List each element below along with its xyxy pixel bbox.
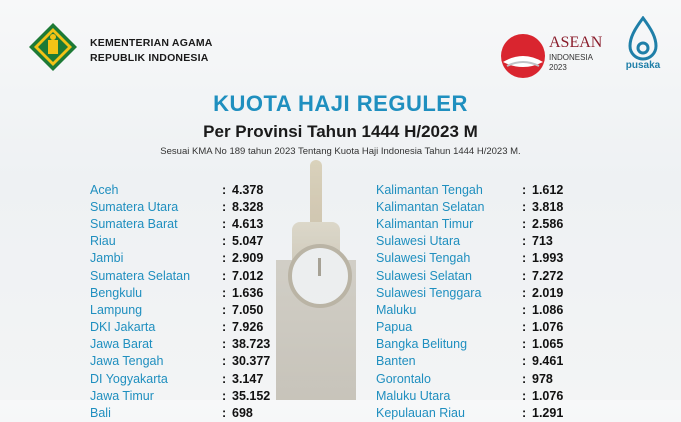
quota-row [376,181,563,198]
quota-value: 2.909 [232,251,264,266]
clock-tower-background [262,160,370,400]
quota-value: 1.291 [532,406,564,421]
quota-row [90,336,270,353]
separator: : [522,320,527,335]
quota-value: 7.272 [532,268,564,283]
quota-value: 1.612 [532,182,564,197]
asean-year-label: 2023 [549,63,567,72]
quota-row [90,233,270,250]
separator: : [222,354,227,369]
quota-value: 2.586 [532,216,564,231]
province-name: Kalimantan Selatan [376,199,485,214]
pusaka-label: pusaka [625,60,661,71]
separator: : [522,182,527,197]
quota-value: 1.065 [532,337,564,352]
province-name: Jawa Timur [90,388,154,403]
org-line-1: KEMENTERIAN AGAMA [90,37,213,49]
quota-row [90,404,270,421]
quota-row [376,215,563,232]
kemenag-logo-icon [28,22,78,72]
quota-row [376,319,563,336]
clock-face-icon [288,244,352,308]
quota-row [90,267,270,284]
quota-value: 38.723 [232,337,271,352]
quota-value: 3.818 [532,199,564,214]
province-name: Maluku [376,302,417,317]
quota-row [376,233,563,250]
organization-name [90,36,213,66]
quota-value: 4.378 [232,182,264,197]
separator: : [522,337,527,352]
province-name: Sulawesi Tenggara [376,285,482,300]
quota-row [90,284,270,301]
separator: : [222,199,227,214]
quota-row [90,215,270,232]
separator: : [222,337,227,352]
province-name: Kalimantan Timur [376,216,474,231]
quota-row [90,387,270,404]
quota-list-left [90,181,270,422]
quota-row [376,387,563,404]
page-subtitle: Per Provinsi Tahun 1444 H/2023 M [203,122,478,141]
separator: : [522,199,527,214]
quota-value: 713 [532,234,553,249]
quota-value: 35.152 [232,388,271,403]
separator: : [522,354,527,369]
quota-row [90,198,270,215]
quota-row [376,284,563,301]
source-note: Sesuai KMA No 189 tahun 2023 Tentang Kuota Haji Indonesia Tahun 1444 H/2023 M. [160,146,521,157]
quota-row [90,353,270,370]
quota-row [376,301,563,318]
province-name: Papua [376,320,413,335]
separator: : [522,251,527,266]
quota-value: 978 [532,371,553,386]
separator: : [222,234,227,249]
province-name: Gorontalo [376,371,431,386]
separator: : [222,216,227,231]
quota-value: 8.328 [232,199,264,214]
province-name: Sumatera Barat [90,216,178,231]
separator: : [222,268,227,283]
asean-label: ASEAN [549,34,603,51]
quota-row [376,370,563,387]
province-name: Lampung [90,302,143,317]
province-name: Bengkulu [90,285,143,300]
province-name: Jambi [90,251,124,266]
province-name: Sumatera Utara [90,199,179,214]
province-name: Aceh [90,182,119,197]
province-name: Maluku Utara [376,388,451,403]
quota-row [90,370,270,387]
quota-value: 4.613 [232,216,264,231]
quota-value: 1.086 [532,302,564,317]
quota-value: 698 [232,406,253,421]
province-name: Sulawesi Tengah [376,251,471,266]
province-name: Jawa Barat [90,337,153,352]
quota-row [376,353,563,370]
quota-row [376,404,563,421]
province-name: Riau [90,234,116,249]
quota-value: 7.926 [232,320,264,335]
separator: : [522,285,527,300]
quota-value: 1.636 [232,285,264,300]
separator: : [222,320,227,335]
separator: : [222,302,227,317]
separator: : [222,285,227,300]
province-name: Kalimantan Tengah [376,182,483,197]
quota-value: 9.461 [532,354,564,369]
province-name: Sulawesi Selatan [376,268,472,283]
separator: : [522,406,527,421]
separator: : [522,371,527,386]
quota-value: 7.012 [232,268,264,283]
quota-value: 1.993 [532,251,564,266]
province-name: Jawa Tengah [90,354,164,369]
asean-country-label: INDONESIA [549,53,594,62]
quota-value: 1.076 [532,320,564,335]
quota-row [376,198,563,215]
separator: : [522,216,527,231]
quota-row [90,250,270,267]
page-title: KUOTA HAJI REGULER [213,91,468,116]
province-name: DI Yogyakarta [90,371,168,386]
separator: : [222,371,227,386]
quota-row [90,319,270,336]
separator: : [522,268,527,283]
province-name: Kepulauan Riau [376,406,465,421]
quota-row [376,250,563,267]
quota-row [90,181,270,198]
province-name: Sulawesi Utara [376,234,461,249]
quota-value: 7.050 [232,302,264,317]
quota-row [376,336,563,353]
quota-value: 5.047 [232,234,264,249]
quota-value: 30.377 [232,354,271,369]
province-name: Sumatera Selatan [90,268,191,283]
separator: : [222,388,227,403]
province-name: Bangka Belitung [376,337,468,352]
separator: : [522,234,527,249]
separator: : [222,251,227,266]
separator: : [222,406,227,421]
org-line-2: REPUBLIK INDONESIA [90,52,209,64]
quota-value: 2.019 [532,285,564,300]
quota-row [376,267,563,284]
province-name: Bali [90,406,111,421]
separator: : [522,388,527,403]
province-name: DKI Jakarta [90,320,156,335]
separator: : [522,302,527,317]
province-name: Banten [376,354,416,369]
quota-value: 1.076 [532,388,564,403]
quota-value: 3.147 [232,371,264,386]
separator: : [222,182,227,197]
quota-row [90,301,270,318]
quota-list-right [376,181,563,422]
